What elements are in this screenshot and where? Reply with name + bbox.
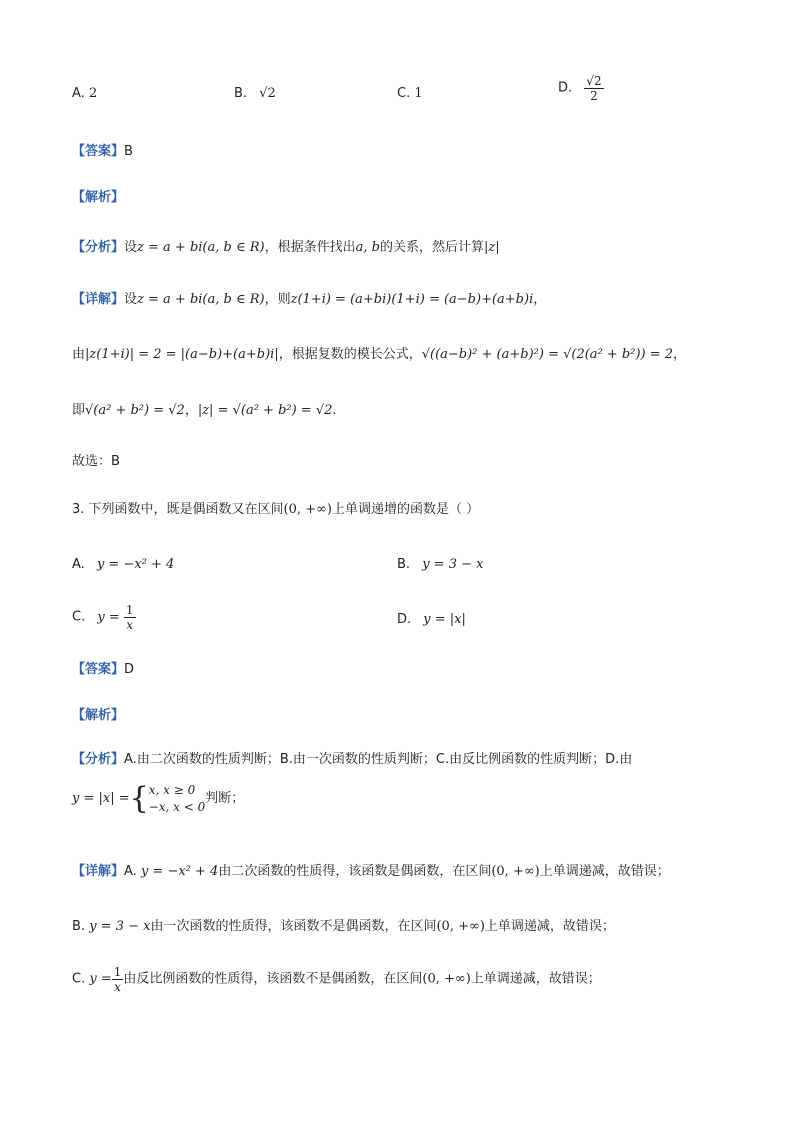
answer-tag: 【答案】: [72, 144, 125, 159]
text: 3. 下列函数中，既是偶函数又在区间: [72, 502, 284, 517]
text: ，根据条件找出: [264, 240, 356, 255]
math: (0, +∞): [436, 919, 485, 934]
math: z(1+i) = (a+bi)(1+i) = (a−b)+(a+b)i: [290, 292, 534, 307]
q2-option-b: [234, 84, 276, 104]
text: 设: [124, 292, 138, 307]
math: z = a + bi(a, b ∈ R): [137, 240, 265, 255]
q2-option-a: [72, 84, 97, 104]
option-label: D.: [397, 612, 412, 627]
text: 由二次函数的性质得，该函数是偶函数，在区间: [218, 864, 492, 879]
brace-icon: {: [129, 781, 149, 816]
fraction: [584, 74, 603, 103]
q3-analysis-heading: [72, 706, 124, 726]
option-label: C.: [397, 86, 411, 101]
text: 即: [72, 403, 86, 418]
q2-answer: [72, 142, 133, 162]
math: (0, +∞): [283, 502, 332, 517]
text: ，根据复数的模长公式，: [278, 347, 422, 362]
option-label: B.: [234, 86, 248, 101]
option-label: B.: [397, 557, 411, 572]
math: |z| = √(a² + b²) = √2: [197, 403, 333, 418]
option-value: y = |x|: [423, 612, 466, 627]
analysis-tag: 【解析】: [72, 708, 125, 723]
answer-tag: 【答案】: [72, 662, 125, 677]
case-line: x, x ≥ 0: [148, 783, 196, 797]
fraction-numerator: 1: [113, 965, 122, 979]
option-value: y = −x² + 4: [96, 557, 175, 572]
q2-option-c: [397, 84, 423, 104]
math: y = −x² + 4: [140, 864, 219, 879]
q2-option-d: [558, 74, 604, 103]
text: C.: [72, 971, 86, 987]
math: a, b: [355, 240, 380, 255]
q3-xiangjie-b: [72, 917, 615, 937]
math: y = |x| =: [72, 791, 130, 806]
q3-xiangjie-c: [72, 965, 601, 994]
q3-fenxi-line1: [72, 750, 632, 770]
answer-value: D: [124, 662, 135, 677]
math: (0, +∞): [491, 864, 540, 879]
q3-answer: [72, 660, 134, 680]
math: y =: [89, 971, 112, 987]
fraction-numerator: √2: [586, 74, 602, 88]
fraction-denominator: 2: [590, 89, 598, 103]
fraction: [124, 603, 136, 632]
q2-fenxi: [72, 238, 500, 258]
xiangjie-tag: 【详解】: [72, 864, 125, 879]
analysis-tag: 【解析】: [72, 190, 125, 205]
text: ，: [533, 292, 547, 307]
text: 上单调递减，故错误；: [484, 919, 615, 934]
q2-choice: [72, 452, 120, 472]
text: 由: [72, 347, 86, 362]
option-label: A.: [72, 86, 85, 101]
piecewise-cases: [149, 782, 206, 816]
q3-option-b: [397, 555, 483, 575]
option-value: √2: [259, 86, 276, 101]
text: ，则: [264, 292, 291, 307]
option-value: y = 3 − x: [422, 557, 484, 572]
text: ，: [673, 347, 687, 362]
text: A.: [124, 864, 137, 879]
q3-xiangjie-a: [72, 862, 670, 882]
math: √((a−b)² + (a+b)²) = √(2(a² + b²)) = 2: [421, 347, 674, 362]
math: √(a² + b²) = √2: [85, 403, 185, 418]
text: B.: [72, 919, 86, 934]
text: 上单调递增的函数是（ ）: [331, 502, 480, 517]
xiangjie-tag: 【详解】: [72, 292, 125, 307]
answer-value: B: [124, 144, 133, 159]
option-value: 1: [414, 86, 423, 101]
option-label: A.: [72, 557, 85, 572]
text: 设: [124, 240, 138, 255]
fraction-denominator: x: [126, 618, 134, 632]
option-value: y =: [97, 609, 120, 625]
math: y = 3 − x: [89, 919, 151, 934]
text: ，: [184, 403, 198, 418]
q3-fenxi-line2: [72, 782, 244, 816]
option-label: D.: [558, 80, 573, 96]
text: 上单调递减，故错误；: [539, 864, 670, 879]
text: 由一次函数的性质得，该函数不是偶函数，在区间: [150, 919, 437, 934]
fenxi-tag: 【分析】: [72, 240, 125, 255]
fraction-denominator: x: [114, 980, 121, 994]
math: |z(1+i)| = 2 = |(a−b)+(a+b)i|: [85, 347, 279, 362]
option-label: C.: [72, 609, 86, 625]
q3-option-a: [72, 555, 174, 575]
text: 故选：B: [72, 454, 120, 469]
q2-xiangjie-line2: [72, 345, 686, 365]
fraction: [112, 965, 124, 994]
q3-option-c: [72, 603, 136, 632]
q2-xiangjie-line1: [72, 290, 546, 310]
q3-option-d: [397, 610, 466, 630]
fraction-numerator: 1: [125, 603, 134, 617]
text: 由反比例函数的性质得，该函数不是偶函数，在区间: [123, 971, 423, 987]
option-value: 2: [88, 86, 98, 101]
q2-analysis-heading: [72, 188, 124, 208]
q2-xiangjie-line3: [72, 401, 337, 421]
text: .: [332, 403, 337, 418]
math: (0, +∞): [422, 971, 471, 987]
case-line: −x, x < 0: [148, 800, 206, 814]
math: z = a + bi(a, b ∈ R): [137, 292, 265, 307]
fenxi-tag: 【分析】: [72, 752, 125, 767]
text: 上单调递减，故错误；: [470, 971, 601, 987]
q3-stem: [72, 500, 479, 520]
text: 判断；: [205, 791, 245, 806]
text: 的关系，然后计算: [379, 240, 484, 255]
text: A.由二次函数的性质判断；B.由一次函数的性质判断；C.由反比例函数的性质判断；D.由: [124, 752, 633, 767]
math: |z|: [483, 240, 500, 255]
